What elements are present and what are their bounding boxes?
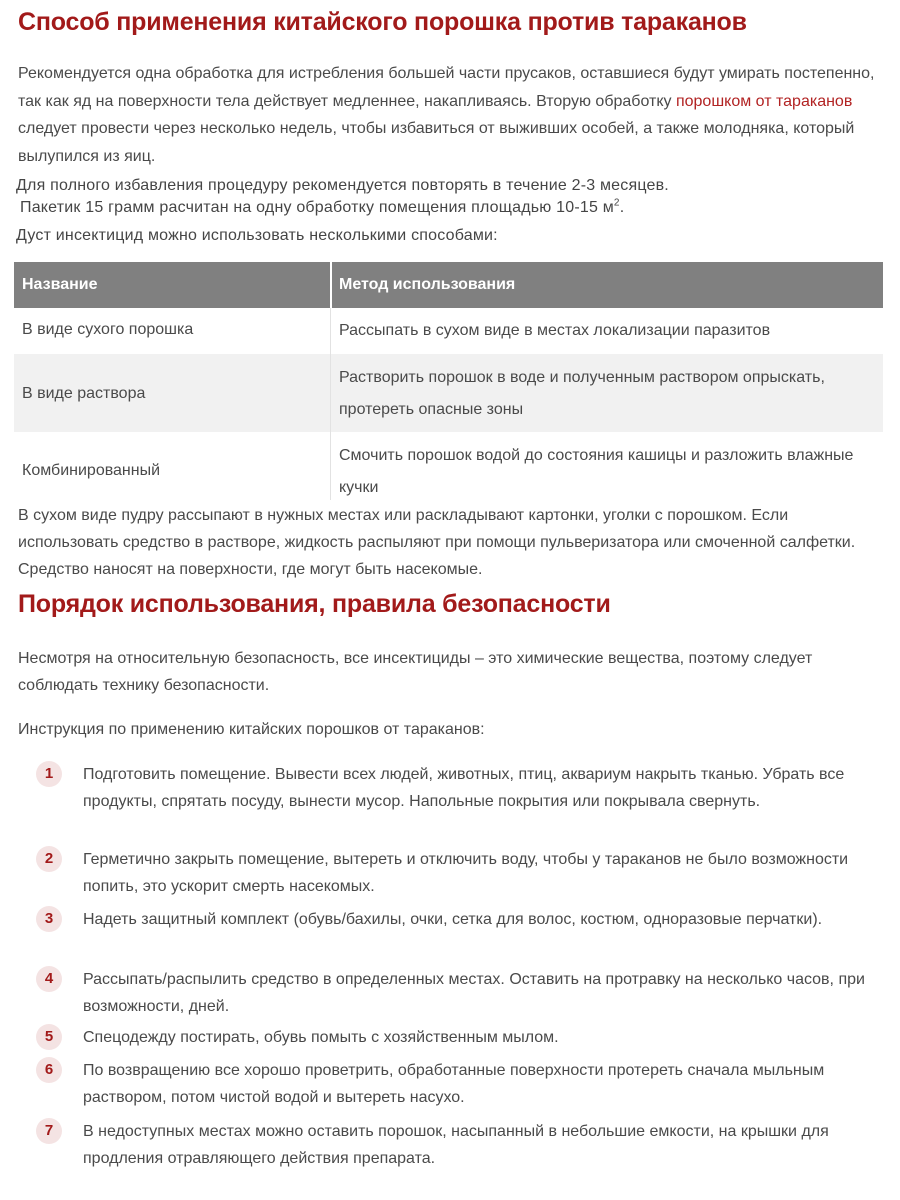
table-row bbox=[14, 354, 883, 432]
paragraph-methods-intro: Дуст инсектицид можно использовать несколькими способами: bbox=[16, 227, 498, 244]
table-divider bbox=[330, 354, 331, 432]
paragraph-dosage bbox=[20, 198, 624, 218]
table-cell-name: Комбинированный bbox=[22, 462, 161, 479]
step-number-badge: 3 bbox=[36, 906, 62, 932]
step-number-badge: 4 bbox=[36, 966, 62, 992]
table-header-name: Название bbox=[22, 276, 98, 293]
powder-link[interactable]: порошком от тараканов bbox=[675, 92, 853, 110]
paragraph-safety-intro: Несмотря на относительную безопасность, все инсектициды – это химические вещества, поэтому следует соблюдать технику безопасности. bbox=[18, 650, 813, 694]
step-number-badge: 6 bbox=[36, 1057, 62, 1083]
dosage-sup: 2 bbox=[613, 197, 620, 209]
table-cell-method: Смочить порошок водой до состояния кашицы и разложить влажные кучки bbox=[339, 447, 854, 496]
paragraph-text-end: следует провести через несколько недель, чтобы избавиться от выживших особей, а также молодняка, который вылупился из яиц. bbox=[18, 120, 855, 165]
table-header bbox=[14, 262, 883, 308]
paragraph-application bbox=[18, 60, 882, 170]
table-cell-method: Рассыпать в сухом виде в местах локализации паразитов bbox=[339, 322, 771, 339]
step-text: Герметично закрыть помещение, вытереть и отключить воду, чтобы у тараканов не было возможности попить, это ускорит смерть насекомых. bbox=[83, 851, 849, 895]
step-number-badge: 7 bbox=[36, 1118, 62, 1144]
paragraph-repeat-line1: Для полного избавления процедуру рекомендуется повторять в течение 2-3 месяцев. bbox=[16, 177, 669, 194]
step-text: В недоступных местах можно оставить порошок, насыпанный в небольшие емкости, на крышки для продления отравляющего действия препарата. bbox=[83, 1123, 829, 1167]
table-row bbox=[14, 308, 883, 354]
section-title-safety: Порядок использования, правила безопасности bbox=[18, 590, 611, 618]
step-text: Рассыпать/распылить средство в определенных местах. Оставить на протравку на несколько часов, при возможности, дней. bbox=[83, 971, 865, 1015]
section-title-application: Способ применения китайского порошка против тараканов bbox=[18, 8, 747, 36]
table-divider bbox=[330, 432, 331, 500]
step-number-badge: 1 bbox=[36, 761, 62, 787]
table-cell-name: В виде раствора bbox=[22, 385, 146, 402]
step-text: Подготовить помещение. Вывести всех людей, животных, птиц, аквариум накрыть тканью. Убрать все продукты, спрятать посуду, вынести мусор. Напольные покрытия или покрывала свернуть. bbox=[83, 766, 845, 810]
paragraph-instruction: Инструкция по применению китайских порошков от тараканов: bbox=[18, 721, 485, 738]
dosage-tail: . bbox=[619, 199, 625, 216]
step-number-badge: 2 bbox=[36, 846, 62, 872]
step-number-badge: 5 bbox=[36, 1024, 62, 1050]
paragraph-after-table: В сухом виде пудру рассыпают в нужных местах или раскладывают картонки, уголки с порошком. Если использовать средство в растворе, жидкость распыляют при помощи пульверизатора или смоченной салфетки. Средство наносят на поверхности, где могут быть насекомые. bbox=[18, 507, 856, 578]
table-divider bbox=[330, 308, 331, 354]
paragraph-text-start: Рекомендуется одна обработка для истребления большей части прусаков, оставшиеся будут умирать постепенно, так как яд на поверхности тела действует медленнее, накапливаясь. Вторую обработку bbox=[18, 65, 875, 110]
table-header-divider bbox=[330, 262, 332, 308]
table-row bbox=[14, 432, 883, 500]
step-text: По возвращению все хорошо проветрить, обработанные поверхности протереть сначала мыльным раствором, потом чистой водой и вытереть насухо. bbox=[83, 1062, 825, 1106]
table-cell-method: Растворить порошок в воде и полученным раствором опрыскать, протереть опасные зоны bbox=[339, 369, 825, 418]
dosage-text: Пакетик 15 грамм расчитан на одну обработку помещения площадью 10-15 м bbox=[20, 199, 614, 216]
table-header-method: Метод использования bbox=[339, 276, 516, 293]
step-text: Надеть защитный комплект (обувь/бахилы, очки, сетка для волос, костюм, одноразовые перчатки). bbox=[83, 911, 823, 928]
table-cell-name: В виде сухого порошка bbox=[22, 321, 194, 338]
step-text: Спецодежду постирать, обувь помыть с хозяйственным мылом. bbox=[83, 1029, 559, 1046]
